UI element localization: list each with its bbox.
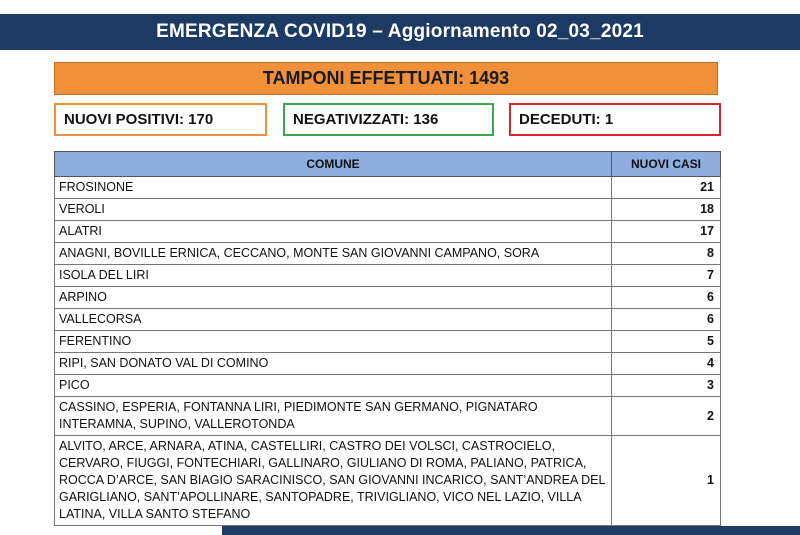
comune-cell: ALVITO, ARCE, ARNARA, ATINA, CASTELLIRI, CASTRO DEI VOLSCI, CASTROCIELO, CERVARO, FIUGGI, FONTECHIARI, GALLINARO, GIULIANO DI ROMA, PALIANO, PATRICA, ROCCA D’ARCE, SAN BIAGIO SARACINISCO, SAN GIOVANNI INCARICO, SANT’ANDREA DEL GARIGLIANO, SANT’APOLLINARE, SANTOPADRE, TRIVIGLIANO, VICO NEL LAZIO, VILLA LATINA, VILLA SANTO STEFANO [55, 436, 612, 526]
nuovi-positivi-box [54, 103, 267, 136]
comune-cell: PICO [55, 375, 612, 397]
negativizzati-box [283, 103, 494, 136]
table-row [55, 436, 721, 526]
comune-cell: RIPI, SAN DONATO VAL DI COMINO [55, 353, 612, 375]
cases-table [54, 151, 721, 526]
table-row [55, 177, 721, 199]
comune-cell: VEROLI [55, 199, 612, 221]
comune-cell: CASSINO, ESPERIA, FONTANNA LIRI, PIEDIMONTE SAN GERMANO, PIGNATARO INTERAMNA, SUPINO, VALLEROTONDA [55, 397, 612, 436]
comune-cell: FERENTINO [55, 331, 612, 353]
negativizzati-label: NEGATIVIZZATI: 136 [293, 111, 439, 128]
table-row [55, 309, 721, 331]
tamponi-label: TAMPONI EFFETTUATI: 1493 [262, 68, 510, 88]
nuovi-positivi-label: NUOVI POSITIVI: 170 [64, 111, 214, 128]
page-title: EMERGENZA COVID19 – Aggiornamento 02_03_2021 [156, 21, 644, 42]
nuovi-casi-cell: 6 [612, 287, 721, 309]
table-row [55, 199, 721, 221]
header-banner [0, 14, 800, 50]
nuovi-casi-cell: 17 [612, 221, 721, 243]
comune-cell: VALLECORSA [55, 309, 612, 331]
table-row [55, 331, 721, 353]
comune-cell: FROSINONE [55, 177, 612, 199]
table-row [55, 397, 721, 436]
table-body [55, 177, 721, 526]
table-row [55, 375, 721, 397]
table-row [55, 353, 721, 375]
nuovi-casi-cell: 18 [612, 199, 721, 221]
table-row [55, 243, 721, 265]
deceduti-label: DECEDUTI: 1 [519, 111, 614, 128]
nuovi-casi-cell: 2 [612, 397, 721, 436]
comune-cell: ANAGNI, BOVILLE ERNICA, CECCANO, MONTE SAN GIOVANNI CAMPANO, SORA [55, 243, 612, 265]
column-header-comune: COMUNE [55, 152, 612, 177]
table-header-row [55, 152, 721, 177]
column-header-nuovi-casi: NUOVI CASI [612, 152, 721, 177]
footer-bar [222, 526, 800, 535]
nuovi-casi-cell: 21 [612, 177, 721, 199]
tamponi-banner [54, 62, 718, 95]
comune-cell: ISOLA DEL LIRI [55, 265, 612, 287]
nuovi-casi-cell: 8 [612, 243, 721, 265]
nuovi-casi-cell: 5 [612, 331, 721, 353]
nuovi-casi-cell: 6 [612, 309, 721, 331]
nuovi-casi-cell: 3 [612, 375, 721, 397]
table-row [55, 287, 721, 309]
nuovi-casi-cell: 4 [612, 353, 721, 375]
table-row [55, 265, 721, 287]
nuovi-casi-cell: 7 [612, 265, 721, 287]
comune-cell: ARPINO [55, 287, 612, 309]
table-row [55, 221, 721, 243]
cases-table-wrapper [54, 151, 720, 526]
nuovi-casi-cell: 1 [612, 436, 721, 526]
comune-cell: ALATRI [55, 221, 612, 243]
deceduti-box [509, 103, 721, 136]
